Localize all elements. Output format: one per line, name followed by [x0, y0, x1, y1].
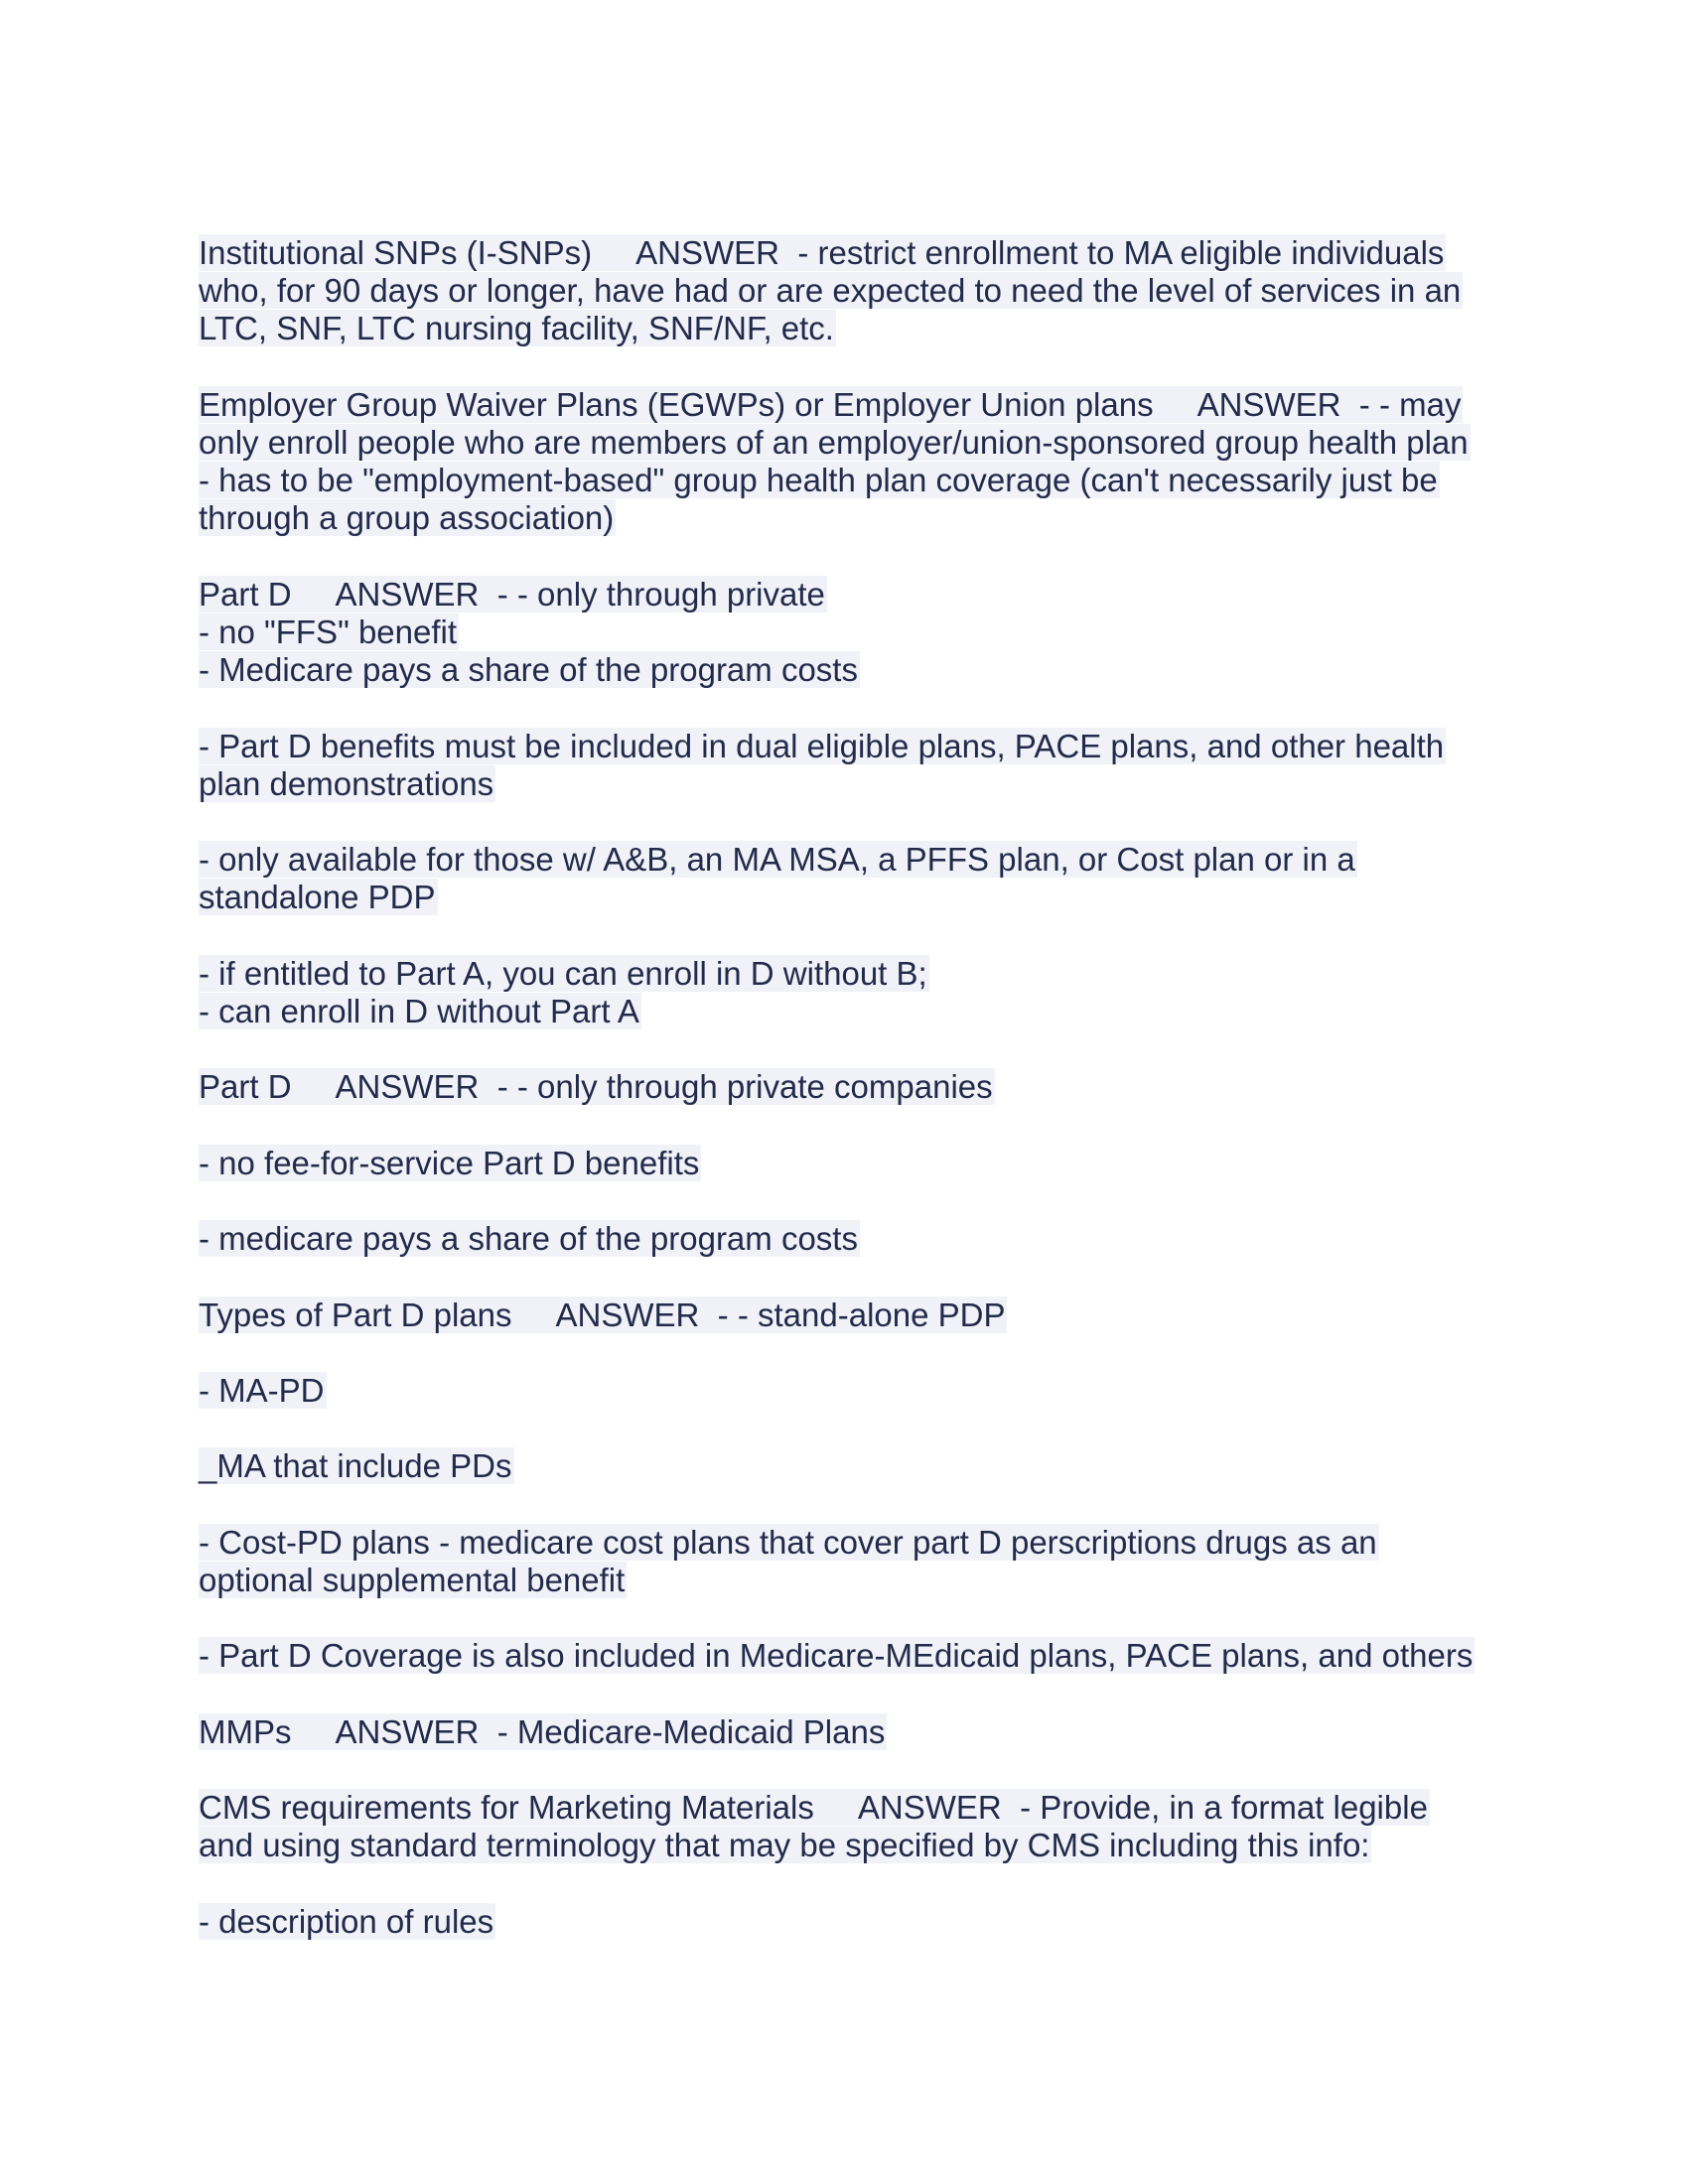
text-line	[199, 1297, 1489, 1334]
line-text: - Medicare pays a share of the program costs	[199, 651, 858, 689]
text-line	[199, 614, 1489, 651]
paragraph	[199, 1145, 1489, 1182]
line-text: only enroll people who are members of an employer/union-sponsored group health plan	[199, 424, 1469, 461]
line-text: Employer Group Waiver Plans (EGWPs) or Employer Union plans ANSWER - - may	[199, 385, 1462, 423]
paragraph	[199, 1068, 1489, 1106]
paragraph	[199, 1297, 1489, 1334]
line-text: and using standard terminology that may be specified by CMS including this info:	[199, 1827, 1370, 1864]
line-text: - no fee-for-service Part D benefits	[199, 1144, 700, 1181]
line-text: Part D ANSWER - - only through private	[199, 575, 825, 613]
document-body	[199, 234, 1489, 1979]
text-line	[199, 1524, 1489, 1562]
text-line	[199, 386, 1489, 424]
line-text: standalone PDP	[199, 879, 436, 916]
paragraph	[199, 728, 1489, 803]
paragraph	[199, 955, 1489, 1030]
line-text: _MA that include PDs	[199, 1447, 512, 1485]
paragraph	[199, 841, 1489, 916]
paragraph	[199, 386, 1489, 538]
line-text: plan demonstrations	[199, 764, 494, 802]
text-line	[199, 765, 1489, 803]
text-line	[199, 1562, 1489, 1599]
text-line	[199, 1372, 1489, 1410]
paragraph	[199, 1372, 1489, 1410]
line-text: - no "FFS" benefit	[199, 614, 458, 650]
text-line	[199, 993, 1489, 1030]
text-line	[199, 234, 1489, 272]
text-line	[199, 1827, 1489, 1864]
text-line	[199, 272, 1489, 310]
paragraph	[199, 1220, 1489, 1258]
line-text: - medicare pays a share of the program costs	[199, 1220, 858, 1258]
text-line	[199, 499, 1489, 537]
line-text: optional supplemental benefit	[199, 1561, 626, 1598]
line-text: MMPs ANSWER - Medicare-Medicaid Plans	[199, 1712, 886, 1750]
line-text: LTC, SNF, LTC nursing facility, SNF/NF, etc.	[199, 310, 834, 347]
line-text: - has to be "employment-based" group health plan coverage (can't necessarily just be	[199, 462, 1438, 499]
text-line	[199, 462, 1489, 499]
line-text: - can enroll in D without Part A	[199, 992, 639, 1029]
text-line	[199, 879, 1489, 916]
line-text: CMS requirements for Marketing Materials ANSWER - Provide, in a format legible	[199, 1789, 1428, 1827]
text-line	[199, 310, 1489, 347]
paragraph	[199, 576, 1489, 690]
paragraph	[199, 1903, 1489, 1941]
line-text: - only available for those w/ A&B, an MA MSA, a PFFS plan, or Cost plan or in a	[199, 841, 1355, 879]
paragraph	[199, 1713, 1489, 1751]
line-text: Institutional SNPs (I-SNPs) ANSWER - restrict enrollment to MA eligible individuals	[199, 234, 1445, 271]
text-line	[199, 728, 1489, 765]
text-line	[199, 576, 1489, 614]
line-text: Part D ANSWER - - only through private companies	[199, 1068, 993, 1106]
paragraph	[199, 234, 1489, 348]
text-line	[199, 1145, 1489, 1182]
text-line	[199, 955, 1489, 993]
paragraph	[199, 1524, 1489, 1599]
text-line	[199, 1068, 1489, 1106]
text-line	[199, 1447, 1489, 1485]
line-text: - Cost-PD plans - medicare cost plans that cover part D perscriptions drugs as an	[199, 1523, 1377, 1561]
text-line	[199, 424, 1489, 462]
line-text: through a group association)	[199, 499, 615, 537]
line-text: - description of rules	[199, 1902, 494, 1940]
text-line	[199, 1220, 1489, 1258]
paragraph	[199, 1447, 1489, 1485]
line-text: who, for 90 days or longer, have had or are expected to need the level of services in an	[199, 272, 1462, 310]
paragraph	[199, 1637, 1489, 1675]
line-text: - Part D Coverage is also included in Medicare-MEdicaid plans, PACE plans, and others	[199, 1637, 1474, 1675]
line-text: Types of Part D plans ANSWER - - stand-alone PDP	[199, 1296, 1006, 1333]
text-line	[199, 651, 1489, 689]
line-text: - MA-PD	[199, 1371, 325, 1409]
line-text: - if entitled to Part A, you can enroll in D without B;	[199, 954, 927, 992]
paragraph	[199, 1789, 1489, 1864]
text-line	[199, 1713, 1489, 1751]
line-text: - Part D benefits must be included in dual eligible plans, PACE plans, and other health	[199, 727, 1445, 764]
text-line	[199, 1903, 1489, 1941]
text-line	[199, 841, 1489, 879]
text-line	[199, 1637, 1489, 1675]
text-line	[199, 1789, 1489, 1827]
